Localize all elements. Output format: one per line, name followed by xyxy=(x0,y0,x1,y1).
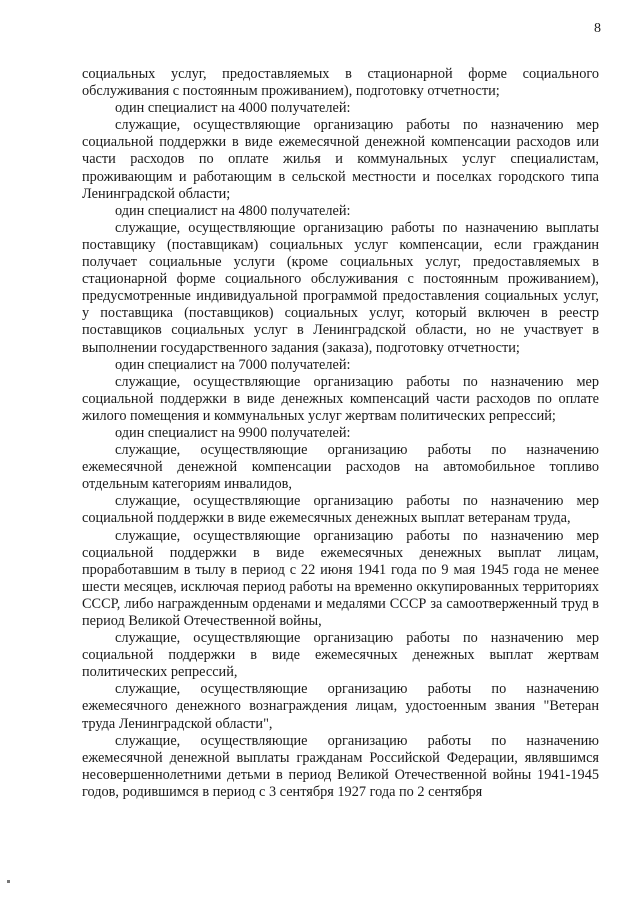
paragraph: один специалист на 4000 получателей: xyxy=(115,100,351,117)
page-number: 8 xyxy=(594,21,601,36)
paragraph: служащие, осуществляющие организацию работы по назначению ежемесячного денежного вознаграждения лицам, удостоенным звания "Ветеран труда Ленинградской области", xyxy=(82,681,599,732)
paragraph: социальных услуг, предоставляемых в стационарной форме социального обслуживания с постоянным проживанием), подготовку отчетности; xyxy=(82,66,599,100)
paragraph: служащие, осуществляющие организацию работы по назначению выплаты поставщику (поставщикам) социальных услуг компенсации, если гражданин получает социальные услуги (кроме социальных услуг, предоставляемых в стационарной форме социального обслуживания с постоянным проживанием), предусмотренные индивидуальной программой предоставления социальных услуг, у поставщика (поставщиков) социальных услуг, который включен в реестр поставщиков социальных услуг в Ленинградской области, но не участвует в выполнении государственного задания (заказа), подготовку отчетности; xyxy=(82,219,599,356)
paragraph: служащие, осуществляющие организацию работы по назначению мер социальной поддержки в виде ежемесячных денежных выплат лицам, проработавшим в тылу в период с 22 июня 1941 года по 9 мая 1945 года не менее шести месяцев, исключая период работы на временно оккупированных территориях СССР, либо награжденным орденами и медалями СССР за самоотверженный труд в период Великой Отечественной войны, xyxy=(82,527,599,629)
paragraph: один специалист на 7000 получателей: xyxy=(115,356,351,373)
scan-edge-mark xyxy=(7,880,10,883)
paragraph: служащие, осуществляющие организацию работы по назначению мер социальной поддержки в виде ежемесячных денежных выплат ветеранам труда, xyxy=(82,493,599,527)
paragraph: один специалист на 9900 получателей: xyxy=(115,424,351,441)
paragraph: один специалист на 4800 получателей: xyxy=(115,202,351,219)
paragraph: служащие, осуществляющие организацию работы по назначению ежемесячной денежной компенсации расходов на автомобильное топливо отдельным категориям инвалидов, xyxy=(82,442,599,493)
paragraph: служащие, осуществляющие организацию работы по назначению мер социальной поддержки в виде ежемесячной денежной компенсации расходов или части расходов по оплате жилья и коммунальных услуг специалистам, проживающим и работающим в сельской местности и поселках городского типа Ленинградской области; xyxy=(82,117,599,202)
paragraph: служащие, осуществляющие организацию работы по назначению ежемесячной денежной выплаты гражданам Российской Федерации, являвшимся несовершеннолетними детьми в период Великой Отечественной войны 1941-1945 годов, родившимся в период с 3 сентября 1927 года по 2 сентября xyxy=(82,732,599,800)
document-body xyxy=(82,66,599,801)
paragraph: служащие, осуществляющие организацию работы по назначению мер социальной поддержки в виде денежных компенсаций части расходов по оплате жилого помещения и коммунальных услуг жертвам политических репрессий; xyxy=(82,373,599,424)
paragraph: служащие, осуществляющие организацию работы по назначению мер социальной поддержки в виде ежемесячных денежных выплат жертвам политических репрессий, xyxy=(82,630,599,681)
